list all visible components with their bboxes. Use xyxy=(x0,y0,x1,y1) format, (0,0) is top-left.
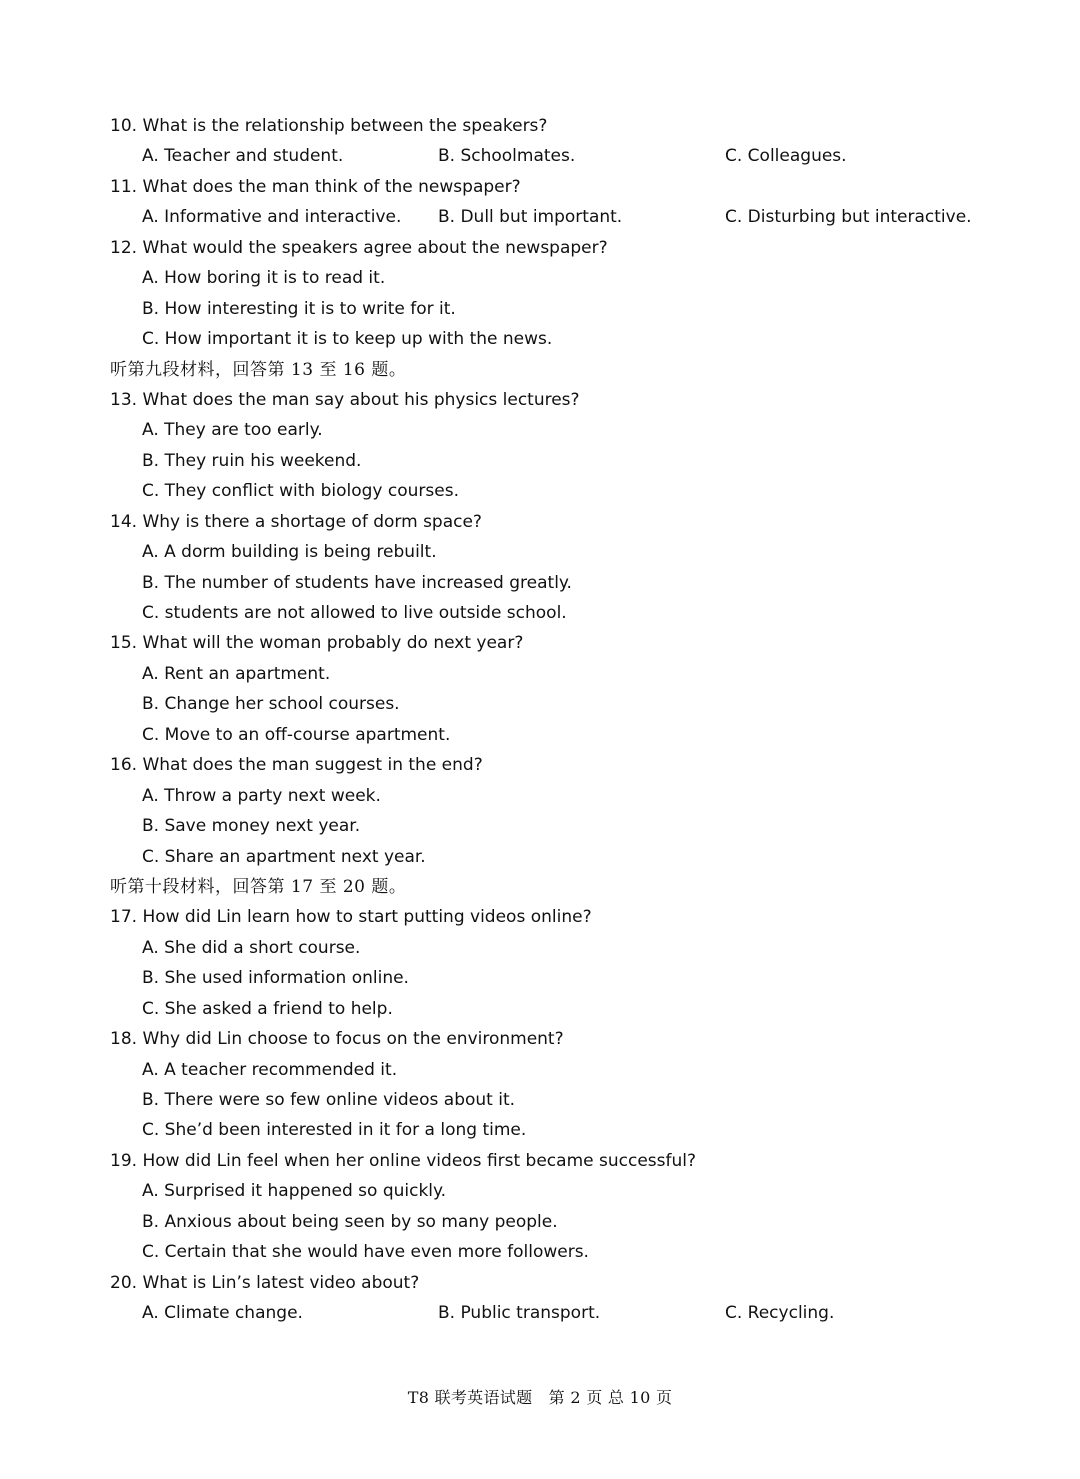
option-c: C. They conflict with biology courses. xyxy=(142,481,459,502)
question-10-stem: 10. What is the relationship between the speakers? xyxy=(110,116,548,136)
question-11-options xyxy=(110,202,1010,232)
option-c: C. Colleagues. xyxy=(725,146,847,167)
option-a: A. They are too early. xyxy=(142,420,323,441)
question-17-stem: 17. How did Lin learn how to start putting videos online? xyxy=(110,907,592,928)
question-14-stem: 14. Why is there a shortage of dorm space? xyxy=(110,511,482,532)
option-a: A. Climate change. xyxy=(142,1303,303,1324)
option-c: C. She’d been interested in it for a long time. xyxy=(142,1120,527,1141)
option-b: B. Public transport. xyxy=(438,1303,601,1324)
section-heading-10: 听第十段材料，回答第 17 至 20 题。 xyxy=(110,876,407,897)
question-13-stem: 13. What does the man say about his physics lectures? xyxy=(110,389,580,410)
question-12-stem: 12. What would the speakers agree about the newspaper? xyxy=(110,237,608,258)
option-b: B. There were so few online videos about it. xyxy=(142,1090,516,1110)
question-16-stem: 16. What does the man suggest in the end? xyxy=(110,755,483,776)
option-b: B. She used information online. xyxy=(142,968,409,989)
question-11-stem: 11. What does the man think of the newspaper? xyxy=(110,176,521,197)
option-c: C. Disturbing but interactive. xyxy=(725,207,972,228)
question-20-stem: 20. What is Lin’s latest video about? xyxy=(110,1272,420,1293)
option-c: C. students are not allowed to live outside school. xyxy=(142,603,567,623)
question-15-stem: 15. What will the woman probably do next year? xyxy=(110,633,524,654)
question-19-stem: 19. How did Lin feel when her online videos first became successful? xyxy=(110,1150,697,1171)
section-heading-9: 听第九段材料，回答第 13 至 16 题。 xyxy=(110,359,407,380)
option-b: B. The number of students have increased greatly. xyxy=(142,572,572,593)
option-c: C. She asked a friend to help. xyxy=(142,998,393,1019)
option-b: B. Anxious about being seen by so many people. xyxy=(142,1211,558,1232)
option-b: B. Save money next year. xyxy=(142,816,361,837)
option-a: A. Surprised it happened so quickly. xyxy=(142,1181,447,1202)
option-b: B. Change her school courses. xyxy=(142,694,400,715)
option-a: A. Rent an apartment. xyxy=(142,663,331,684)
question-list xyxy=(110,111,1010,1329)
option-c: C. Recycling. xyxy=(725,1303,835,1324)
option-c: C. Certain that she would have even more followers. xyxy=(142,1242,589,1263)
option-b: B. Schoolmates. xyxy=(438,146,576,167)
option-b: B. Dull but important. xyxy=(438,207,623,228)
option-a: A. She did a short course. xyxy=(142,937,361,958)
option-a: A. A teacher recommended it. xyxy=(142,1059,398,1080)
option-b: B. They ruin his weekend. xyxy=(142,450,362,471)
option-a: A. How boring it is to read it. xyxy=(142,268,386,289)
option-c: C. How important it is to keep up with the news. xyxy=(142,329,553,350)
option-c: C. Share an apartment next year. xyxy=(142,846,426,867)
option-a: A. Throw a party next week. xyxy=(142,785,381,806)
page-footer: T8 联考英语试题 第 2 页 总 10 页 xyxy=(407,1388,673,1407)
question-18-stem: 18. Why did Lin choose to focus on the environment? xyxy=(110,1029,564,1050)
option-a: A. Informative and interactive. xyxy=(142,207,402,228)
option-c: C. Move to an off-course apartment. xyxy=(142,724,451,745)
question-20-options xyxy=(110,1298,1010,1328)
option-a: A. A dorm building is being rebuilt. xyxy=(142,542,437,563)
question-10-options xyxy=(110,141,1010,171)
option-b: B. How interesting it is to write for it. xyxy=(142,298,456,319)
option-a: A. Teacher and student. xyxy=(142,146,344,167)
